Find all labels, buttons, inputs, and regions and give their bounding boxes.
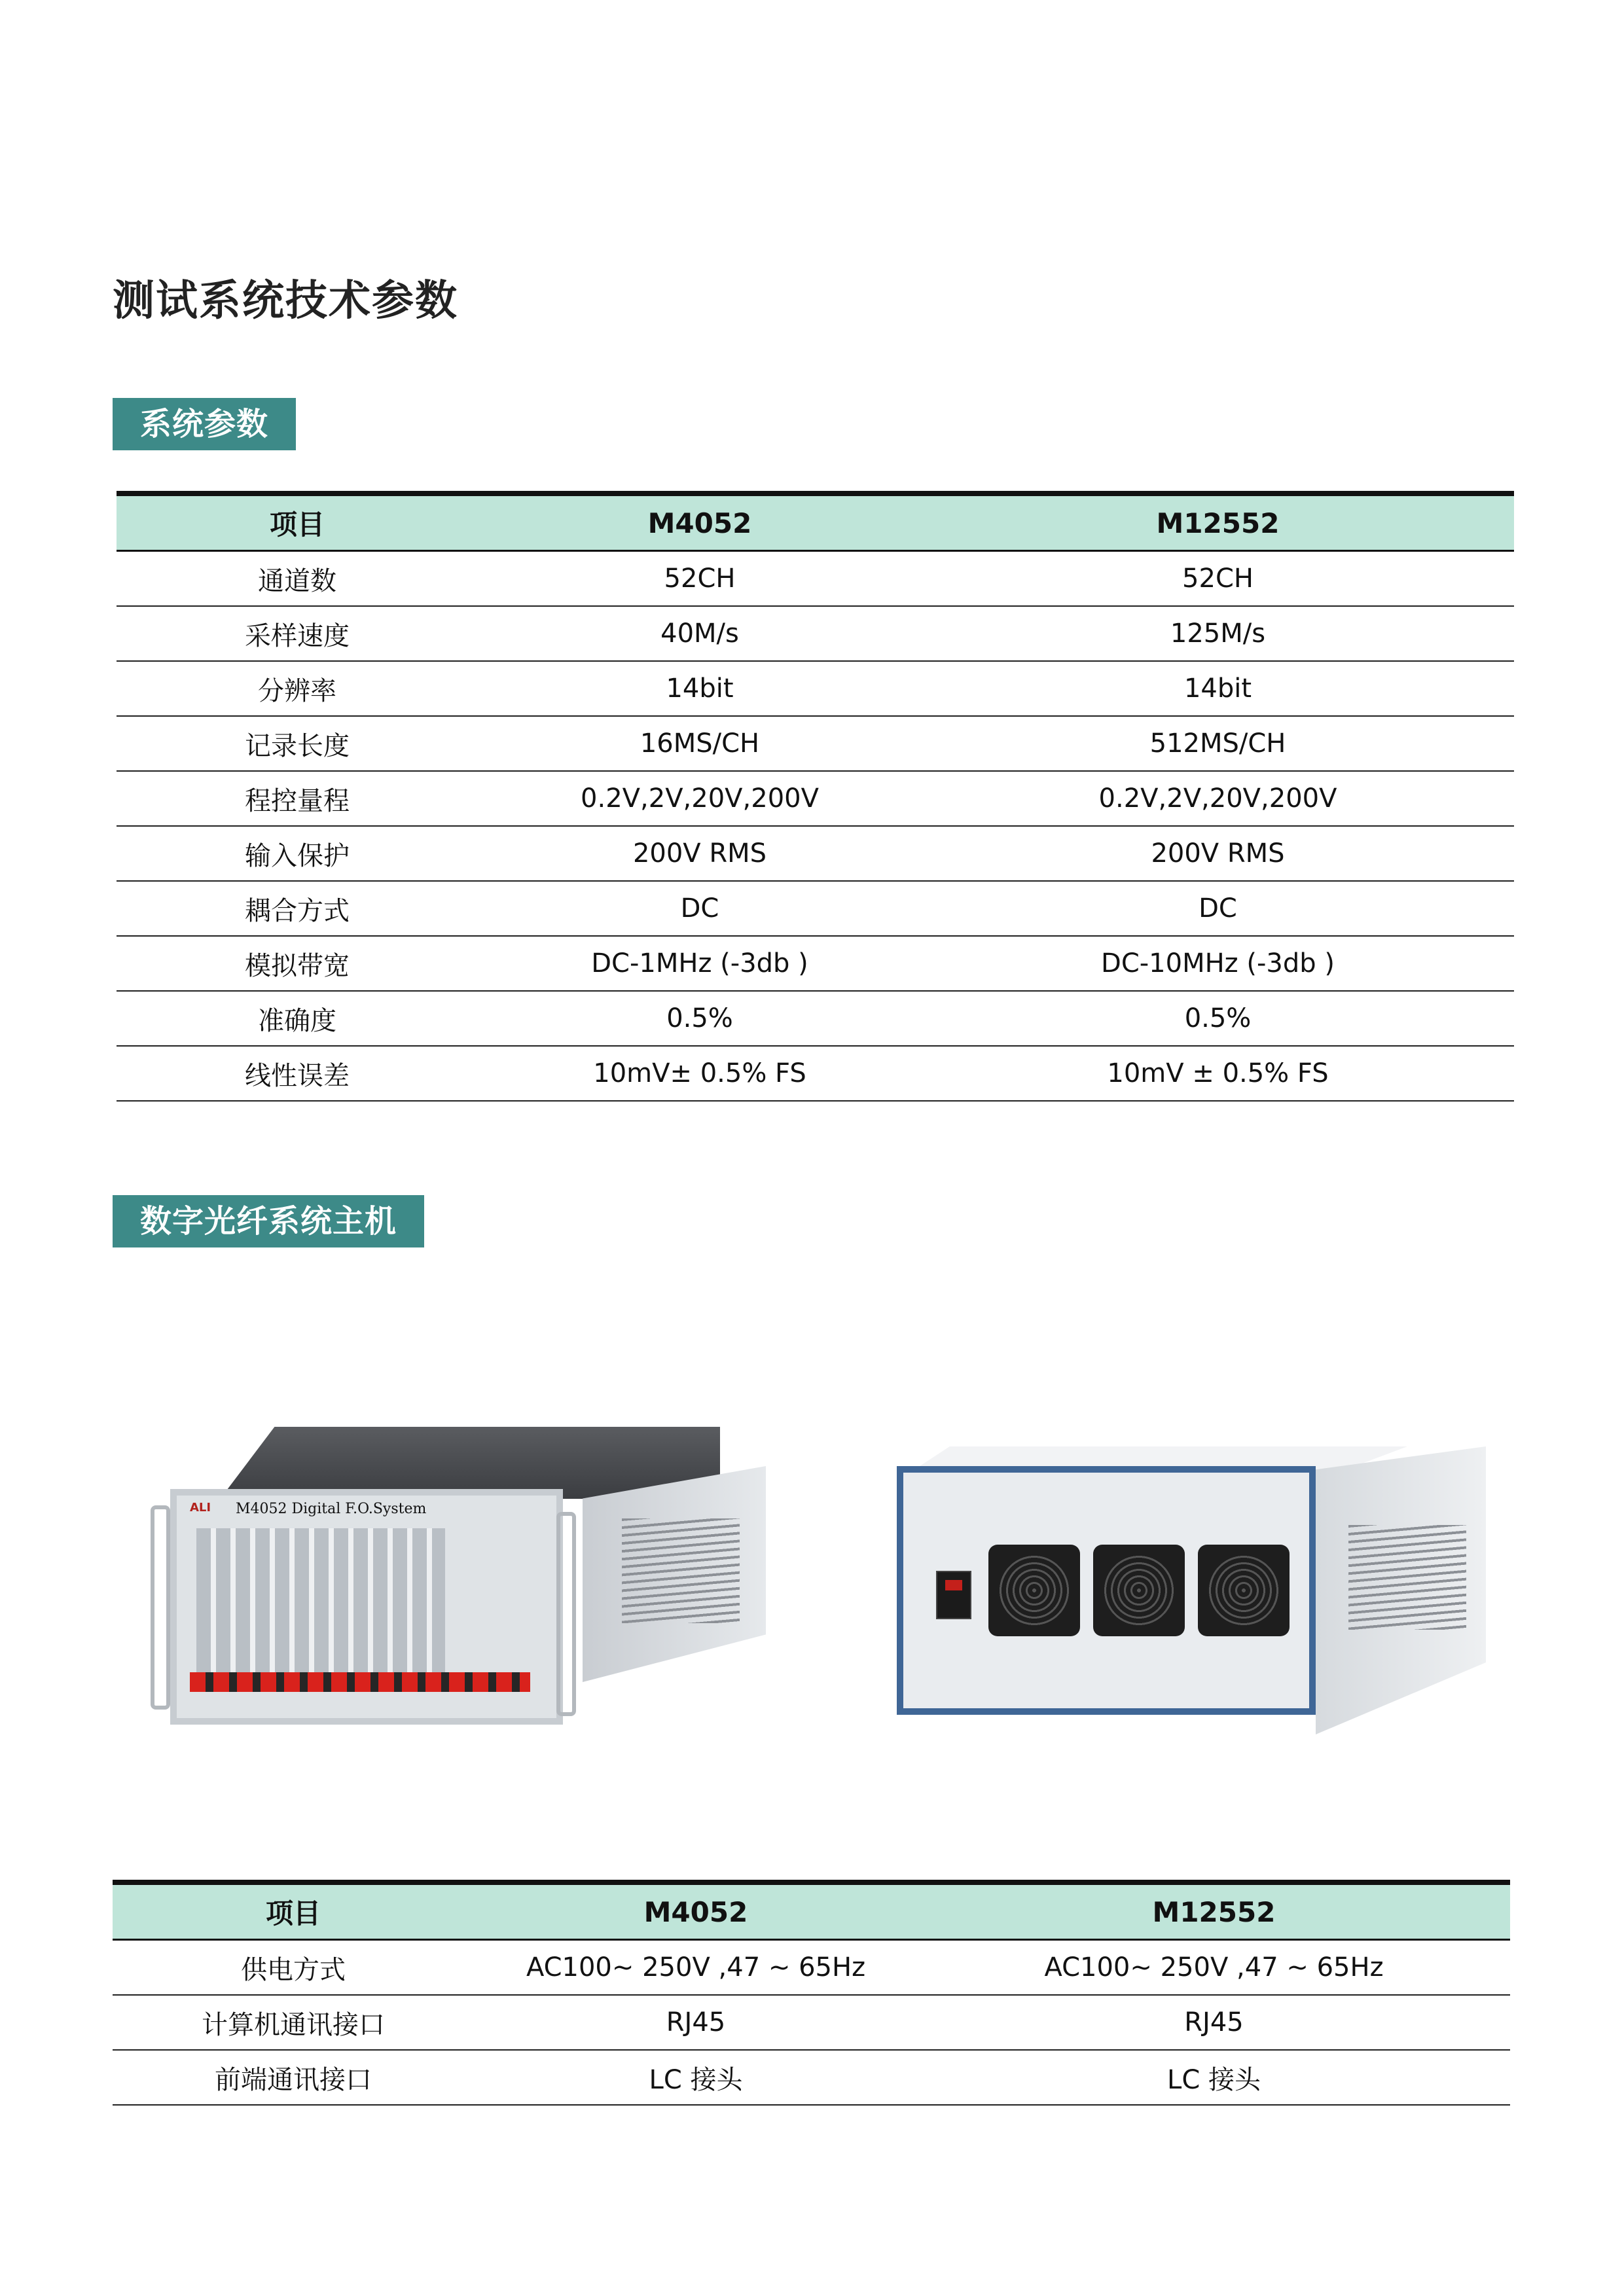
power-switch-row [190, 1672, 530, 1692]
section-heading-fiber-host: 数字光纤系统主机 [113, 1195, 424, 1247]
cell-m12552: RJ45 [918, 1995, 1510, 2050]
row-label: 分辨率 [117, 661, 478, 716]
cell-m4052: RJ45 [474, 1995, 918, 2050]
front-panel-label: M4052 Digital F.O.System [236, 1501, 427, 1517]
cell-m4052: 10mV± 0.5% FS [478, 1046, 922, 1101]
cell-m12552: 512MS/CH [922, 716, 1514, 771]
cell-m4052: 16MS/CH [478, 716, 922, 771]
front-panel [170, 1489, 563, 1725]
row-label: 模拟带宽 [117, 936, 478, 991]
table-row [113, 2050, 1510, 2105]
host-params-table [113, 1880, 1510, 2106]
row-label: 记录长度 [117, 716, 478, 771]
row-label: 程控量程 [117, 771, 478, 826]
cell-m4052: 52CH [478, 551, 922, 607]
cell-m12552: 52CH [922, 551, 1514, 607]
product-photo-rear [897, 1446, 1486, 1748]
section-heading-system-params: 系统参数 [113, 398, 296, 450]
power-inlet-icon [936, 1571, 971, 1619]
rear-panel [897, 1466, 1316, 1715]
cell-m12552: AC100~ 250V ,47 ~ 65Hz [918, 1940, 1510, 1996]
fan-icon [1093, 1545, 1185, 1636]
product-photo-front [151, 1427, 766, 1734]
cell-m4052: 14bit [478, 661, 922, 716]
table-row [117, 1046, 1514, 1101]
row-label: 通道数 [117, 551, 478, 607]
cell-m12552: 0.2V,2V,20V,200V [922, 771, 1514, 826]
fan-icon [988, 1545, 1080, 1636]
cell-m12552: DC [922, 881, 1514, 936]
table-row [117, 991, 1514, 1046]
table-header-row [117, 493, 1514, 551]
column-header-m4052: M4052 [478, 493, 922, 551]
brand-logo: ALI [190, 1501, 211, 1515]
vent-grille [622, 1518, 740, 1623]
column-header-item: 项目 [117, 493, 478, 551]
table-row [117, 826, 1514, 881]
channel-slots [196, 1528, 445, 1679]
table-row [117, 606, 1514, 661]
fan-icon [1198, 1545, 1290, 1636]
cell-m12552: LC 接头 [918, 2050, 1510, 2105]
cell-m12552: 0.5% [922, 991, 1514, 1046]
system-params-table [117, 491, 1514, 1102]
cell-m12552: 200V RMS [922, 826, 1514, 881]
cell-m12552: 14bit [922, 661, 1514, 716]
row-label: 准确度 [117, 991, 478, 1046]
cell-m12552: 10mV ± 0.5% FS [922, 1046, 1514, 1101]
table-row [117, 551, 1514, 607]
chassis-top [177, 1427, 720, 1499]
row-label: 采样速度 [117, 606, 478, 661]
column-header-m12552: M12552 [922, 493, 1514, 551]
row-label: 耦合方式 [117, 881, 478, 936]
column-header-m4052: M4052 [474, 1882, 918, 1940]
table-row [117, 881, 1514, 936]
cell-m4052: 40M/s [478, 606, 922, 661]
cell-m4052: AC100~ 250V ,47 ~ 65Hz [474, 1940, 918, 1996]
cell-m4052: DC-1MHz (-3db ) [478, 936, 922, 991]
vent-grille [1348, 1525, 1466, 1630]
rack-handle-right [556, 1512, 576, 1716]
table-row [117, 771, 1514, 826]
table-header-row [113, 1882, 1510, 1940]
cell-m12552: DC-10MHz (-3db ) [922, 936, 1514, 991]
row-label: 输入保护 [117, 826, 478, 881]
table-row [117, 661, 1514, 716]
rack-handle-left [151, 1505, 170, 1710]
row-label: 供电方式 [113, 1940, 474, 1996]
table-row [117, 936, 1514, 991]
cell-m4052: DC [478, 881, 922, 936]
cell-m12552: 125M/s [922, 606, 1514, 661]
cell-m4052: LC 接头 [474, 2050, 918, 2105]
row-label: 计算机通讯接口 [113, 1995, 474, 2050]
page-title: 测试系统技术参数 [113, 277, 458, 325]
cell-m4052: 200V RMS [478, 826, 922, 881]
table-row [117, 716, 1514, 771]
column-header-item: 项目 [113, 1882, 474, 1940]
row-label: 前端通讯接口 [113, 2050, 474, 2105]
cell-m4052: 0.2V,2V,20V,200V [478, 771, 922, 826]
table-row [113, 1940, 1510, 1996]
column-header-m12552: M12552 [918, 1882, 1510, 1940]
table-row [113, 1995, 1510, 2050]
cell-m4052: 0.5% [478, 991, 922, 1046]
row-label: 线性误差 [117, 1046, 478, 1101]
